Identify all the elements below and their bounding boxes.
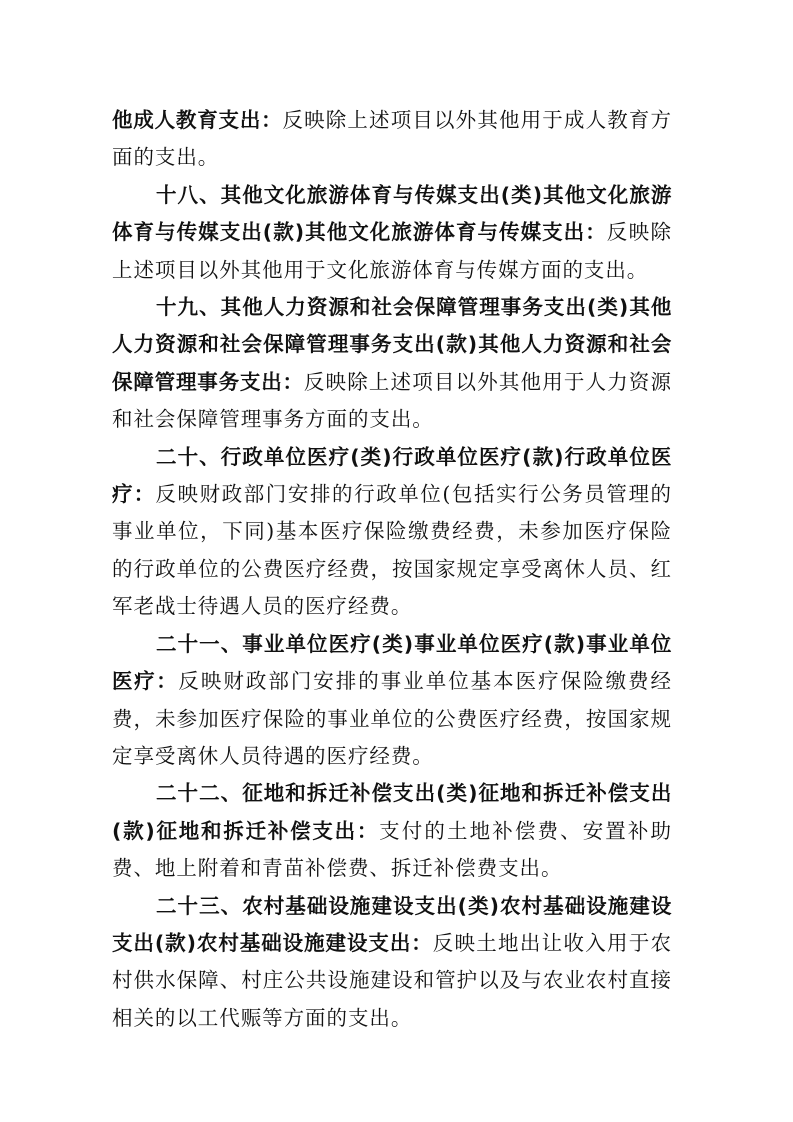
paragraph-heading: 二十一、事业单位医疗(类)事业单位医疗(款)事业单位医疗：	[112, 631, 672, 694]
paragraph-body: 反映除上述项目以外其他用于文化旅游体育与传媒方面的支出。	[112, 220, 673, 282]
paragraph-heading: 二十三、农村基础设施建设支出(类)农村基础设施建设支出(款)农村基础设施建设支出：	[112, 893, 672, 955]
paragraph-23	[112, 888, 672, 1038]
paragraph-body: 反映除上述项目以外其他用于成人教育方面的支出。	[112, 108, 672, 170]
paragraph-body: 反映土地出让收入用于农村供水保障、村庄公共设施建设和管护以及与农业农村直接相关的以工代赈等方面的支出。	[112, 930, 672, 1030]
paragraph-body: 反映除上述项目以外其他用于人力资源和社会保障管理事务方面的支出。	[112, 369, 672, 432]
paragraph-body: 反映财政部门安排的行政单位(包括实行公务员管理的事业单位，下同)基本医疗保险缴费经费，未参加医疗保险的行政单位的公费医疗经费，按国家规定享受离休人员、红军老战士待遇人员的医疗经费。	[112, 482, 673, 619]
paragraph-body: 反映财政部门安排的事业单位基本医疗保险缴费经费，未参加医疗保险的事业单位的公费医疗经费，按国家规定享受离休人员待遇的医疗经费。	[112, 669, 672, 768]
paragraph-heading: 二十二、征地和拆迁补偿支出(类)征地和拆迁补偿支出(款)征地和拆迁补偿支出：	[112, 781, 672, 843]
document-page	[112, 102, 672, 1037]
paragraph-18	[112, 177, 672, 289]
paragraph-22	[112, 775, 672, 887]
paragraph-heading: 十九、其他人力资源和社会保障管理事务支出(类)其他人力资源和社会保障管理事务支出(款)其他人力资源和社会保障管理事务支出：	[112, 295, 672, 394]
paragraph-heading: 他成人教育支出：	[112, 108, 283, 132]
paragraph-heading: 二十、行政单位医疗(类)行政单位医疗(款)行政单位医疗：	[112, 444, 672, 507]
paragraph-body: 支付的土地补偿费、安置补助费、地上附着和青苗补偿费、拆迁补偿费支出。	[112, 818, 672, 881]
paragraph-21	[112, 626, 672, 776]
paragraph-19	[112, 289, 672, 439]
paragraph-20	[112, 439, 672, 626]
paragraph-adult-education	[112, 102, 672, 177]
paragraph-heading: 十八、其他文化旅游体育与传媒支出(类)其他文化旅游体育与传媒支出(款)其他文化旅游体育与传媒支出：	[112, 182, 672, 245]
